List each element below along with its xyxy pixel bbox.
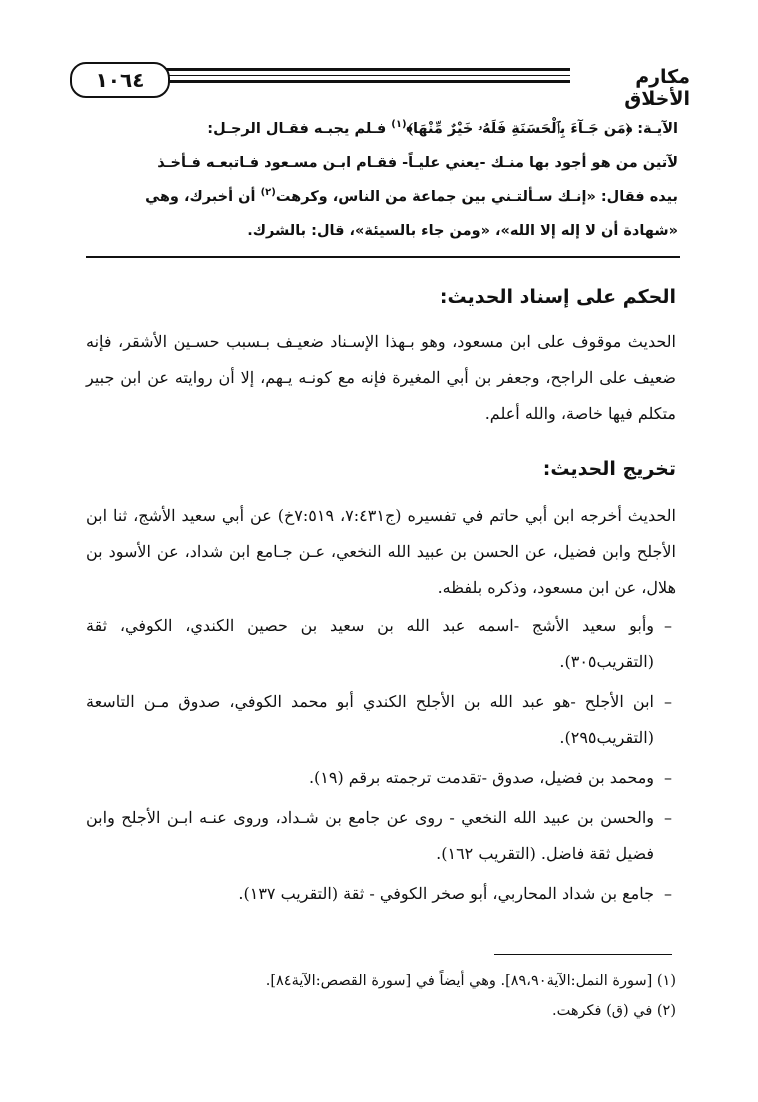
list-item: – والحسن بن عبيد الله النخعي - روى عن جامع بن شـداد، وروى عنـه ابـن الأجلح وابن فضيل ثقة فاضل. (التقريب ١٦٢). bbox=[86, 808, 672, 863]
text-line: «شهادة أن لا إله إلا الله»، «ومن جاء بالسيئة»، قال: بالشرك. bbox=[247, 223, 678, 239]
takhrij-paragraph: الحديث أخرجه ابن أبي حاتم في تفسيره (ج٧:٤٣١، ٧:٥١٩خ) عن أبي سعيد الأشج، ثنا ابن الأجلح وابن فضيل، عن الحسن بن عبيد الله النخعي، عـن جـامع ابن شداد، عن الأسود بن هلال، عن ابن مسعود، وذكره بلفظه. bbox=[86, 506, 677, 597]
page-number: ١٠٦٤ bbox=[70, 62, 170, 98]
narrator-list bbox=[86, 608, 676, 916]
footnote: (٢) في (ق) فكرهت. bbox=[552, 1003, 676, 1019]
text-line: لآتين من هو أجود بها منـك -يعني عليـاً- فقـام ابـن مسـعود فـاتبعـه فـأخـذ bbox=[157, 155, 678, 171]
footnote-divider bbox=[494, 954, 672, 955]
footnotes bbox=[86, 966, 676, 1026]
header-rule bbox=[160, 68, 570, 88]
book-title: مكارم الأخلاق bbox=[624, 66, 690, 110]
text-line: الآيـة: ﴿مَن جَـآءَ بِٱلْحَسَنَةِ فَلَهُۥ خَيْرٌ مِّنْهَا﴾$^{(١)}$ فـلم يجبـه فقـال الرجـل: bbox=[207, 119, 678, 137]
ruling-paragraph: الحديث موقوف على ابن مسعود، وهو بـهذا الإسـناد ضعيـف بـسبب حسـين الأشقر، فإنه ضعيف على الراجح، وجعفر بن أبي المغيرة فإنه مع كونـه يـهم، إلا أن روايته عن ابن جبير متكلم فيها خاصة، والله أعلم. bbox=[86, 332, 676, 423]
takhrij-heading: تخريج الحديث: bbox=[542, 458, 676, 480]
list-item: – ابن الأجلح -هو عبد الله بن الأجلح الكندي أبو محمد الكوفي، صدوق مـن التاسعة (التقريب٢٩٥). bbox=[86, 692, 672, 747]
section-divider bbox=[86, 256, 680, 258]
ruling-heading: الحكم على إسناد الحديث: bbox=[439, 286, 676, 308]
list-item: – جامع بن شداد المحاربي، أبو صخر الكوفي - ثقة (التقريب ١٣٧). bbox=[238, 884, 672, 903]
footnote: (١) [سورة النمل:الآية٨٩،٩٠]. وهي أيضاً في [سورة القصص:الآية٨٤]. bbox=[265, 973, 676, 989]
text-line: بيده فقال: «إنـك سـألتـني بين جماعة من الناس، وكرهت$^{(٢)}$ أن أخبرك، وهي bbox=[145, 187, 678, 205]
list-item: – ومحمد بن فضيل، صدوق -تقدمت ترجمته برقم (١٩). bbox=[308, 768, 672, 787]
list-item: – وأبو سعيد الأشج -اسمه عبد الله بن سعيد بن حصين الكندي، الكوفي، ثقة (التقريب٣٠٥). bbox=[86, 616, 672, 671]
page-header bbox=[70, 60, 690, 110]
continuation-text bbox=[82, 112, 678, 248]
footnote-ref: (٢) bbox=[260, 187, 276, 199]
footnote-ref: (١) bbox=[391, 119, 407, 131]
